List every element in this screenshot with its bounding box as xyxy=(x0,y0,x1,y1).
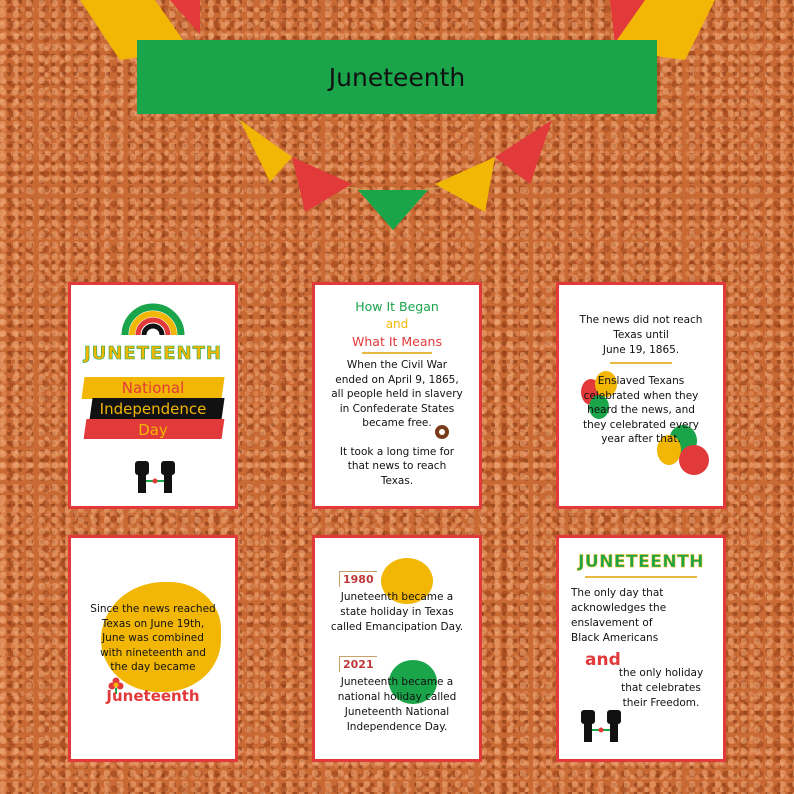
card5-text2-line: Independence Day. xyxy=(346,721,448,733)
card5-text2-line: Juneteenth became a xyxy=(340,676,454,688)
card1-line2: Independence xyxy=(99,400,207,418)
card2-heading1: How It Began xyxy=(355,299,439,314)
card6-text1-line: Black Americans xyxy=(571,632,659,644)
card6-text1 xyxy=(571,586,723,646)
card2-para2-line: that news to reach xyxy=(347,460,447,472)
broken-chain-icon xyxy=(431,421,453,443)
card5-text1-line: state holiday in Texas xyxy=(340,606,454,618)
card2-para2 xyxy=(315,445,479,489)
card3-para2-line: heard the news, and xyxy=(587,404,695,416)
card6-text1-line: The only day that xyxy=(571,587,664,599)
card3-para1-line: June 19, 1865. xyxy=(602,344,680,356)
card6-text2-line: the only holiday xyxy=(618,667,704,679)
rainbow-icon xyxy=(121,303,185,337)
card-only-day xyxy=(556,535,726,762)
card4-word: Juneteenth xyxy=(106,686,200,705)
pennant-1 xyxy=(240,120,292,182)
card-how-it-began xyxy=(312,282,482,509)
raised-fists-icon xyxy=(131,457,179,495)
card3-para2-line: Enslaved Texans xyxy=(597,375,685,387)
card1-word: JUNETEENTH xyxy=(84,343,222,364)
card2-para2-line: Texas. xyxy=(380,474,414,487)
card6-text2-line: their Freedom. xyxy=(622,697,700,709)
card2-underline xyxy=(362,352,432,354)
card2-para1-line: in Confederate States xyxy=(339,402,455,415)
card3-para2 xyxy=(559,374,723,447)
card5-text1-line: called Emancipation Day. xyxy=(330,621,464,633)
card6-text2-line: that celebrates xyxy=(621,682,701,694)
card3-para2-line: year after that. xyxy=(601,433,681,445)
card2-para2-line: It took a long time for xyxy=(339,445,455,458)
card5-text2 xyxy=(315,675,479,735)
card5-text2-line: Juneteenth National xyxy=(344,706,450,718)
pennant-5 xyxy=(495,120,552,184)
raised-fists-icon xyxy=(577,706,625,744)
card2-para1-line: ended on April 9, 1865, xyxy=(335,373,459,386)
card3-underline xyxy=(610,362,672,364)
card6-text2 xyxy=(599,666,723,711)
pennant-2 xyxy=(292,157,352,212)
card2-heading2: What It Means xyxy=(352,334,442,349)
card4-text xyxy=(71,602,235,675)
card-timeline xyxy=(312,535,482,762)
card-name-origin xyxy=(68,535,238,762)
card6-text1-line: enslavement of xyxy=(571,617,653,629)
card3-para2-line: they celebrated every xyxy=(582,418,700,431)
card4-text-line: the day became xyxy=(110,661,196,673)
card3-para2-line: celebrated when they xyxy=(583,389,699,402)
card3-para1 xyxy=(559,313,723,358)
card2-para1 xyxy=(315,358,479,431)
card2-heading-and: and xyxy=(385,317,409,331)
pennant-4 xyxy=(435,157,495,212)
banner-title: Juneteenth xyxy=(328,62,466,92)
card4-text-line: with nineteenth and xyxy=(100,646,206,659)
card4-text-line: Texas on June 19th, xyxy=(101,617,205,630)
pennant-3 xyxy=(358,190,428,230)
card4-text-line: Since the news reached xyxy=(90,603,216,615)
card2-para1-line: all people held in slavery xyxy=(331,388,463,400)
card6-and: and xyxy=(585,650,621,670)
year-1980: 1980 xyxy=(339,571,377,587)
card6-underline xyxy=(585,576,697,578)
card1-line3: Day xyxy=(138,421,168,439)
card5-text1-line: Juneteenth became a xyxy=(340,591,454,603)
card3-para1-line: Texas until xyxy=(613,329,669,341)
card6-text1-line: acknowledges the xyxy=(571,602,667,614)
card6-word: JUNETEENTH xyxy=(578,552,704,572)
card-news-reached-texas xyxy=(556,282,726,509)
card-national-independence-day xyxy=(68,282,238,509)
year-2021: 2021 xyxy=(339,656,377,672)
card5-text1 xyxy=(315,590,479,635)
card5-text2-line: national holiday called xyxy=(337,691,457,703)
card3-para1-line: The news did not reach xyxy=(579,314,703,326)
balloon-red xyxy=(679,445,709,475)
card2-para1-line: When the Civil War xyxy=(346,359,448,371)
card1-line1: National xyxy=(121,379,185,397)
bunting xyxy=(230,112,560,242)
card2-para1-line: became free. xyxy=(362,417,432,429)
card4-text-line: June was combined xyxy=(102,632,204,644)
title-banner xyxy=(137,40,657,114)
